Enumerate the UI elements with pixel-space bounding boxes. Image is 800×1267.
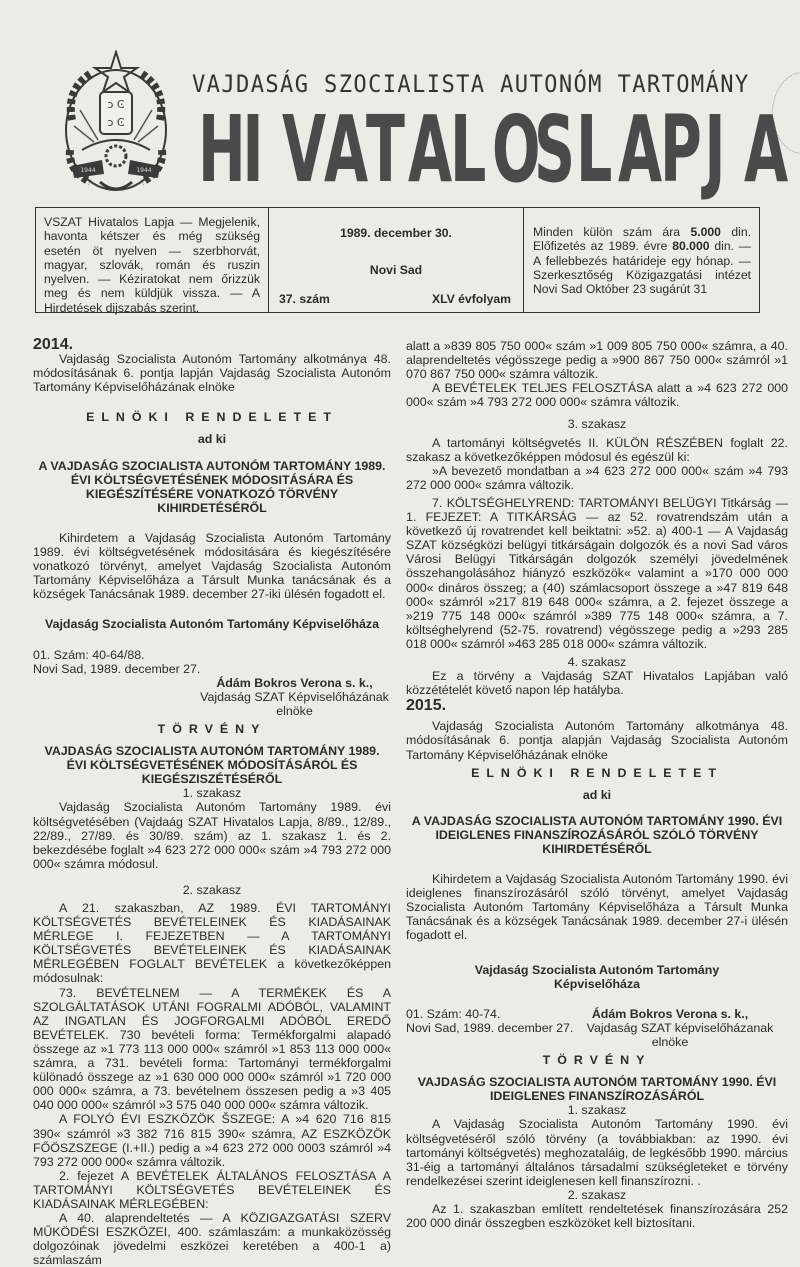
section-heading: 2. szakasz <box>567 1187 627 1202</box>
section-heading: 1. szakasz <box>567 1103 627 1118</box>
promulgation-paragraph: Kihirdetem a Vajdaság Szocialista Autonóm Tartomány 1990. évi ideiglenes finanszírozásáról szóló törvényt, amelyet Vajdaság Szocialista Autonóm Tartomány Képviselőháza a Társult Munka Tanácsának és a községek Tanácsának 1989. december 27-i ülésén fogadott el. <box>406 872 788 943</box>
section-paragraph: A Vajdaság Szocialista Autonóm Tartomány 1990. évi költségvetéséről szóló törvény (a továbbiakban: az 1990. évi tartományi költségvetés) meghozataláig, de legkésőbb 1990. március 31-éig a tartományi általános társadalmi szükségleteket e törvény rendelkezései szerint ideiglenesen kell finanszírozni. . <box>406 1117 788 1188</box>
title-letter: I <box>242 96 264 203</box>
signatory-role-suffix: elnöke <box>651 1034 689 1049</box>
item-number-2015: 2015. <box>406 697 447 715</box>
section-paragraph: 73. BEVÉTELNEM — A TERMÉKEK ÉS A SZOLGÁLTATÁSOK UTÁNI FOGRALMI ADÓBÓL, VALAMINT AZ INGATLAN ÉS JOGFORGALMI ADÓBÓL EREDŐ BEVÉTELEK. 730 bevételi forma: Termékforgalmi alapadó összege az »1 773 113 000 000« számról »1 853 113 000 000« számra, a 731. bevételi forma: Tartományi termékforgalmi különadó összege az »1 630 000 000 000« számról »1 720 000 000 000« számra, a 73. bevételnem összesen pedig a »3 405 040 000 000« számról »3 575 040 000 000« számra változik. <box>33 985 391 1113</box>
masthead-title <box>190 96 789 203</box>
signatory-role: Vajdaság SZAT Képviselőházának <box>200 689 389 704</box>
masthead-subtitle: VAJDASÁG SZOCIALISTA AUTONÓM TARTOMÁNY <box>192 70 750 98</box>
section-heading: 3. szakasz <box>567 417 627 432</box>
signatory-block <box>552 1007 788 1049</box>
section-paragraph: Ez a törvény a Vajdaság SZAT Hivatalos Lapjában való közzétételét követő napon lép hatályba. <box>406 669 788 698</box>
ad-ki-label: ad ki <box>197 432 227 447</box>
publication-notice: VSZAT Hivatalos Lapja — Megjelenik, havonta kétszer és még szükség esetén öt nyelven — szerbhorvát, magyar, szlovák, román és ruszin nyelven. — Kéziratokat nem őrizzük meg és nem küldjük vissza. — A Hirdetések dijszabás szerint. <box>36 208 269 312</box>
issue-info <box>269 208 524 312</box>
issue-volume: XLV évfolyam <box>431 292 511 306</box>
item-number-2014: 2014. <box>33 336 74 353</box>
signatory-name: Ádám Bokros Verona s. k., <box>591 1006 749 1021</box>
reference-number: 01. Szám: 40-74. <box>406 1006 501 1021</box>
emblem-year-left: 1944 <box>80 167 96 174</box>
intro-paragraph: Vajdaság Szocialista Autonóm Tartomány alkotmánya 48. módosításának 6. pontja alapján Vajdaság Szocialista Autonóm Tartomány Képviselőházának elnöke <box>406 719 788 762</box>
reference-block <box>406 1006 574 1049</box>
issue-number: 37. szám <box>279 292 330 306</box>
reference-number: 01. Szám: 40-64/88. <box>33 647 145 662</box>
title-letter: A <box>617 96 663 203</box>
title-letter: V <box>281 96 327 203</box>
law-title: VAJDASÁG SZOCIALISTA AUTONÓM TARTOMÁNY 1990. ÉVI IDEIGLENES FINANSZÍROZÁSÁRÓL <box>417 1075 777 1104</box>
info-box <box>35 207 760 313</box>
title-letter: A <box>743 96 789 203</box>
title-letter: H <box>197 96 246 203</box>
signatory-role: Vajdaság SZAT képviselőházanak <box>586 1020 774 1035</box>
emblem-year-right: 1944 <box>136 167 152 174</box>
title-letter: S <box>533 96 576 203</box>
section-paragraph: 7. KÖLTSÉGHELYREND: TARTOMÁNYI BELÜGYI Titkárság — 1. FEJEZET: A TITKÁRSÁG — az 52. rovatrendszám után a következő új rovatrendet kell beiktatni: »52. a) 400-1 — A Vajdaság SZAT községközi belügyi titkárságain dolgozók és a novi Sad város Városi Belügyi Titkárságán dolgozók személyi jövedelmének összehangolásához hiányzó eszközök« valamint a »170 000 000 000« dináros összeg; a (40) számlacsoport összege a »47 819 648 000« számról »217 819 648 000« számra, a 2. fejezet összege a »219 775 148 000« számról »389 775 148 000« számra, a 7. költséghelyrend (52-75. rovatrend) végösszege pedig a »293 285 018 000« számról »463 285 018 000« számra változik. <box>406 495 788 651</box>
ad-ki-label: ad ki <box>582 787 612 802</box>
title-letter: A <box>323 96 369 203</box>
decree-heading: ELNÖKI RENDELETET <box>471 765 723 780</box>
subscription-value: 80.000 <box>672 239 710 254</box>
section-paragraph: 2. fejezet A BEVÉTELEK ÁLTALÁNOS FELOSZTÁSA A TARTOMÁNYI KÖLTSÉGVETÉS BEVÉTELEINEK ÉS KIADÁSAINAK MÉRLEGÉBEN: <box>33 1168 391 1211</box>
title-letter: T <box>365 96 405 203</box>
decree-title: A VAJDASÁG SZOCIALISTA AUTONÓM TARTOMÁNY 1989. ÉVI KÖLTSÉGVETÉSÉNEK MÓDOSITÁSÁRA ÉS KIEGÉSZÍTÉSÉRE VONATKOZÓ TÖRVÉNY KIHIRDETÉSÉRŐL <box>38 458 386 515</box>
intro-paragraph: Vajdaság Szocialista Autonóm Tartomány alkotmánya 48. módosításának 6. pontja lapján Vajdaság Szocialista Autonóm Tartomány Képviselőházának elnöke <box>33 352 391 395</box>
section-heading: 4. szakasz <box>567 654 627 669</box>
section-paragraph: A 40. alaprendeltetés — A KÖZIGAZGATÁSI SZERV MŰKÖDÉSI ESZKÖZEI, 400. számlaszám: a munkaközösség dolgozóinak jövedelmi eszközei keretében a 400-1 a) számlaszám <box>33 1211 391 1267</box>
title-letter: A <box>407 96 453 203</box>
title-letter: J <box>704 96 726 203</box>
svg-text:ͻ Ͼ: ͻ Ͼ <box>107 98 125 111</box>
price-prefix: Minden külön szám ára <box>533 225 681 239</box>
assembly-name: Vajdaság Szocialista Autonóm Tartomány <box>474 962 720 977</box>
law-heading: TÖRVÉNY <box>157 721 267 736</box>
section-paragraph: Az 1. szakaszban említett rendeltetések finanszírozására 252 200 000 dinár összegben eszközöket kell biztosítani. <box>406 1201 788 1231</box>
section-paragraph: A tartományi költségvetés II. KÜLÖN RÉSZÉBEN foglalt 22. szakasz a következőképpen módosul és egészül ki: <box>406 435 788 464</box>
title-letter: L <box>575 96 613 203</box>
law-heading: TÖRVÉNY <box>542 1053 652 1068</box>
title-letter: O <box>491 96 541 203</box>
left-column <box>33 338 391 1267</box>
assembly-name-suffix: Képviselőháza <box>553 976 641 991</box>
signature-block <box>406 1007 788 1049</box>
price-suffix: din. — A fellebbezés határideje egy hónap. — Szerkesztőség Közigazgatási intézet Novi Sad Október 23 sugárút 31 <box>533 239 751 297</box>
title-letter: L <box>449 96 487 203</box>
signatory-name: Ádám Bokros Verona s. k., <box>216 675 373 690</box>
section-paragraph: A FOLYÓ ÉVI ESZKÖZÖK ŠSZEGE: A »4 620 716 815 390« számról »3 382 716 815 390« számra, AZ ESZKÖZÖK FŐÖSZSZEGE (I.+II.) pedig a »4 623 272 000 0003 számról »4 793 272 000 000« számra változik. <box>33 1112 391 1169</box>
issue-date: 1989. december 30. <box>340 226 452 240</box>
price-notice <box>524 208 759 312</box>
reference-place-date: Novi Sad, 1989. december 27. <box>33 661 201 676</box>
coat-of-arms-icon <box>60 50 172 200</box>
price-value: 5.000 <box>690 225 721 239</box>
section-paragraph: »A bevezető mondatban a »4 623 272 000 000« szám »4 793 272 000 000« számra változik. <box>406 463 788 492</box>
issue-city: Novi Sad <box>369 263 423 277</box>
continuation-paragraph: alatt a »839 805 750 000« szám »1 009 805 750 000« számra, a 40. alaprendeltetés végösszege pedig a »900 867 750 000« számról »1 070 867 750 000« számra változik. <box>406 339 788 382</box>
reference-place-date: Novi Sad, 1989. december 27. <box>406 1020 574 1035</box>
right-column <box>406 339 788 1230</box>
price-mid: din. Előfizetés az 1989. évre <box>533 225 752 254</box>
signatory-role-suffix: elnöke <box>276 703 313 718</box>
section-paragraph: A 21. szakaszban, AZ 1989. ÉVI TARTOMÁNYI KÖLTSÉGVETÉS BEVÉTELEINEK ÉS KIADÁSAINAK MÉRLEGE I. FEJEZETBEN — A TARTOMÁNYI KÖLTSÉGVETÉS BEVÉTELEINEK ÉS KIADÁSAINAK MÉRLEGÉBEN FOGLALT BEVÉTELEK a következőképpen módosulnak: <box>33 901 391 986</box>
svg-text:ͻ Ͼ: ͻ Ͼ <box>107 116 125 129</box>
continuation-paragraph: A BEVÉTELEK TELJES FELOSZTÁSA alatt a »4 623 272 000 000« szám »4 793 272 000 000« számra változik. <box>406 381 788 410</box>
decree-title: A VAJDASÁG SZOCIALISTA AUTONÓM TARTOMÁNY 1990. ÉVI IDEIGLENES FINANSZÍROZÁSÁRÓL SZÓLÓ TÖRVÉNY KIHIRDETÉSÉRŐL <box>411 813 783 856</box>
promulgation-paragraph: Kihirdetem a Vajdaság Szocialista Autonóm Tartomány 1989. évi költségvetésének módositására és kiegészítésére vonatkozó törvényt, amelyet Vajdaság Szocialista Autonóm Tartomány Képviselőháza a Társult Munka tanácsának és a községek Tanácsának 1989. december 27-iki ülésén fogadott el. <box>33 530 391 602</box>
title-letter: P <box>659 96 702 203</box>
decree-heading: ELNÖKI RENDELETET <box>86 410 338 425</box>
assembly-name: Vajdaság Szocialista Autonóm Tartomány Képviselőháza <box>45 617 379 632</box>
law-title: VAJDASÁG SZOCIALISTA AUTONÓM TARTOMÁNY 1989. ÉVI KÖLTSÉGVETÉSÉNEK MÓDOSÍTÁSÁRÓL ÉS KIEGÉSZISZÉTÉSÉRŐL <box>44 744 380 787</box>
section-heading: 1. szakasz <box>182 786 242 801</box>
section-paragraph: Vajdaság Szocialista Autonóm Tartomány 1989. évi költségvetésében (Vajdaág SZAT Hivatalos Lapja, 8/89., 12/89., 22/89., 27/89. és 30/89. szám) az 1. szakasz 1. és 2. bekezdésébe foglalt »4 623 272 000 000« szám »4 793 272 000 000« számra módosul. <box>33 800 391 871</box>
section-heading: 2. szakasz <box>182 882 242 897</box>
